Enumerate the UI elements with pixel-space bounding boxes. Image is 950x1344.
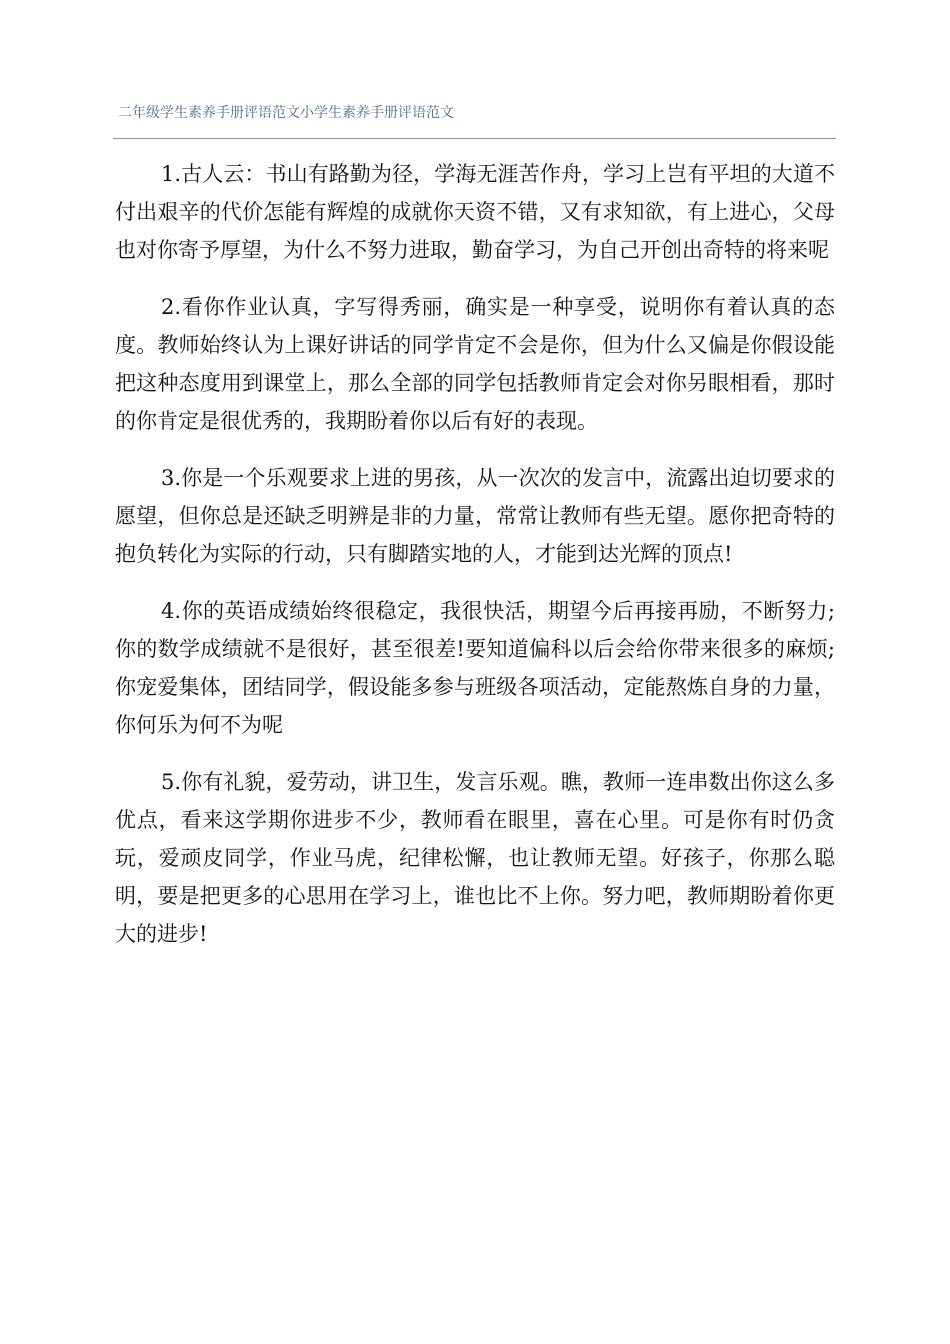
paragraph-4: 4.你的英语成绩始终很稳定，我很快活，期望今后再接再励，不断努力;你的数学成绩就不是很好，甚至很差!要知道偏科以后会给你带来很多的麻烦;你宠爱集体，团结同学，假设能多参与班级各项活动，定能熬炼自身的力量，你何乐为何不为呢 — [115, 599, 835, 737]
page-header-title: 二年级学生素养手册评语范文小学生素养手册评语范文 — [118, 105, 454, 121]
header-divider — [113, 138, 836, 139]
paragraph-3: 3.你是一个乐观要求上进的男孩，从一次次的发言中，流露出迫切要求的愿望，但你总是还缺乏明辨是非的力量，常常让教师有些无望。愿你把奇特的抱负转化为实际的行动，只有脚踏实地的人，才能到达光辉的顶点! — [115, 466, 835, 566]
document-body — [115, 155, 835, 972]
paragraph-2: 2.看你作业认真，字写得秀丽，确实是一种享受，说明你有着认真的态度。教师始终认为上课好讲话的同学肯定不会是你，但为什么又偏是你假设能把这种态度用到课堂上，那么全部的同学包括教师肯定会对你另眼相看，那时的你肯定是很优秀的，我期盼着你以后有好的表现。 — [115, 295, 835, 433]
paragraph-5: 5.你有礼貌，爱劳动，讲卫生，发言乐观。瞧，教师一连串数出你这么多优点，看来这学期你进步不少，教师看在眼里，喜在心里。可是你有时仍贪玩，爱顽皮同学，作业马虎，纪律松懈，也让教师无望。好孩子，你那么聪明，要是把更多的心思用在学习上，谁也比不上你。努力吧，教师期盼着你更大的进步! — [115, 770, 835, 946]
paragraph-1: 1.古人云：书山有路勤为径，学海无涯苦作舟，学习上岂有平坦的大道不付出艰辛的代价怎能有辉煌的成就你天资不错，又有求知欲，有上进心，父母也对你寄予厚望，为什么不努力进取，勤奋学习，为自己开创出奇特的将来呢 — [115, 162, 835, 262]
